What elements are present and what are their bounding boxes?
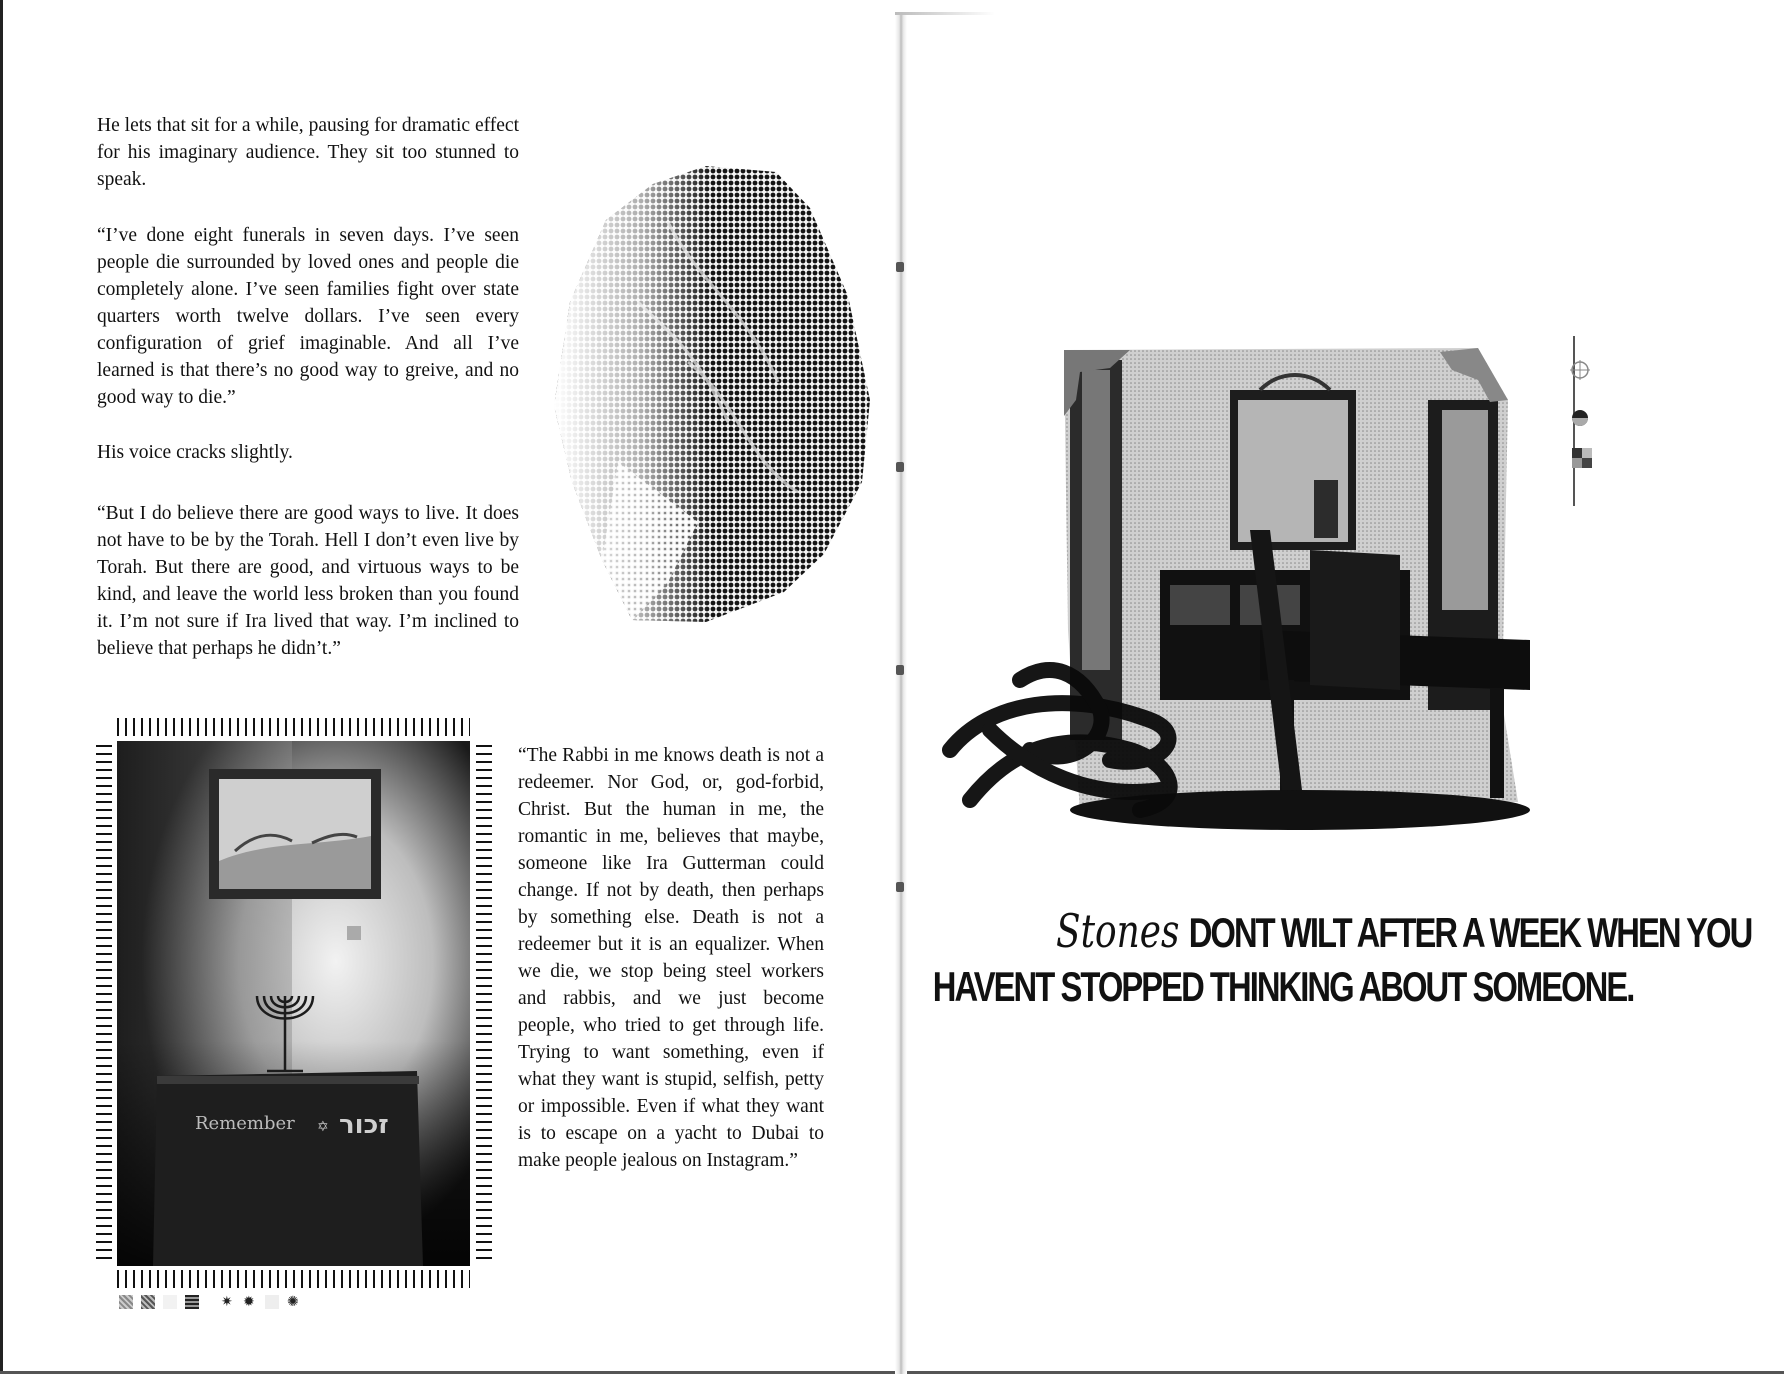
star-of-david-icon: ✡ — [317, 1119, 329, 1135]
swatch-spacer — [207, 1295, 213, 1309]
asterisk-icon: ✺ — [287, 1294, 299, 1310]
halftone-swatch — [163, 1295, 177, 1309]
tick-border-top — [117, 718, 470, 736]
tick-border-bottom — [117, 1270, 470, 1288]
headline-line-1: DONT WILT AFTER A WEEK WHEN YOU — [1188, 909, 1752, 956]
dining-room-photo — [930, 330, 1595, 850]
halftone-swatch — [185, 1295, 199, 1309]
halftone-swatch — [141, 1295, 155, 1309]
headline-script-word: Stones — [1056, 904, 1180, 958]
stone-illustration — [548, 162, 880, 632]
headline-line-2: HAVENT STOPPED THINKING ABOUT SOMEONE. — [932, 963, 1634, 1010]
page-top-shadow — [895, 12, 995, 15]
staple-mark — [896, 665, 904, 675]
page-edge-left — [0, 0, 3, 1374]
paragraph-funerals-quote: “I’ve done eight funerals in seven days. I’ve seen people die surrounded by loved ones and people die completely alone. I’ve seen families fight over state quarters worth twelve dollars. I’ve seen every configuration of grief imaginable. And all I’ve learned is that there’s no good way to greive, and no good way to die.” — [97, 225, 519, 408]
paragraph-good-ways-quote: “But I do believe there are good ways to live. It does not have to be by the Torah. Hell I don’t even live by Torah. But there are good, and virtuous ways to be kind, and leave the world less broken than you found it. I’m not sure if Ira lived that way. I’m inclined to believe that perhaps he didn’t.” — [97, 503, 519, 659]
registration-marks — [1560, 336, 1596, 506]
page-gutter — [895, 14, 907, 1374]
tick-border-left — [96, 745, 112, 1265]
plaque-english-text: Remember — [195, 1113, 295, 1134]
plaque-hebrew-text: זכור — [339, 1110, 389, 1140]
memorial-photo — [117, 741, 470, 1266]
staple-mark — [896, 462, 904, 472]
swatch-row — [119, 1294, 301, 1310]
paragraph-voice-cracks: His voice cracks slightly. — [97, 442, 293, 463]
paragraph-intro: He lets that sit for a while, pausing for dramatic effect for his imaginary audience. They sit too stunned to speak. — [97, 115, 519, 190]
halftone-swatch — [265, 1295, 279, 1309]
staple-mark — [896, 882, 904, 892]
tick-border-right — [476, 745, 492, 1265]
halftone-swatch — [119, 1295, 133, 1309]
stones-headline — [932, 904, 1752, 1014]
asterisk-icon: ✹ — [243, 1294, 255, 1310]
asterisk-icon: ✷ — [221, 1294, 233, 1310]
paragraph-rabbi-quote: “The Rabbi in me knows death is not a redeemer. Nor God, or, god-forbid, Christ. But the human in me, the romantic in me, believes that maybe, someone like Ira Gutterman could change. If not by death, then perhaps by something else. Death is not a redeemer but it is an equalizer. When we die, we stop being steel workers and rabbis, and we just become people, who tried to get through life. Trying to want something, even if what they want is stupid, selfish, petty or impossible. Even if what they want is to escape on a yacht to Dubai to make people jealous on Instagram.” — [518, 745, 824, 1171]
staple-mark — [896, 262, 904, 272]
